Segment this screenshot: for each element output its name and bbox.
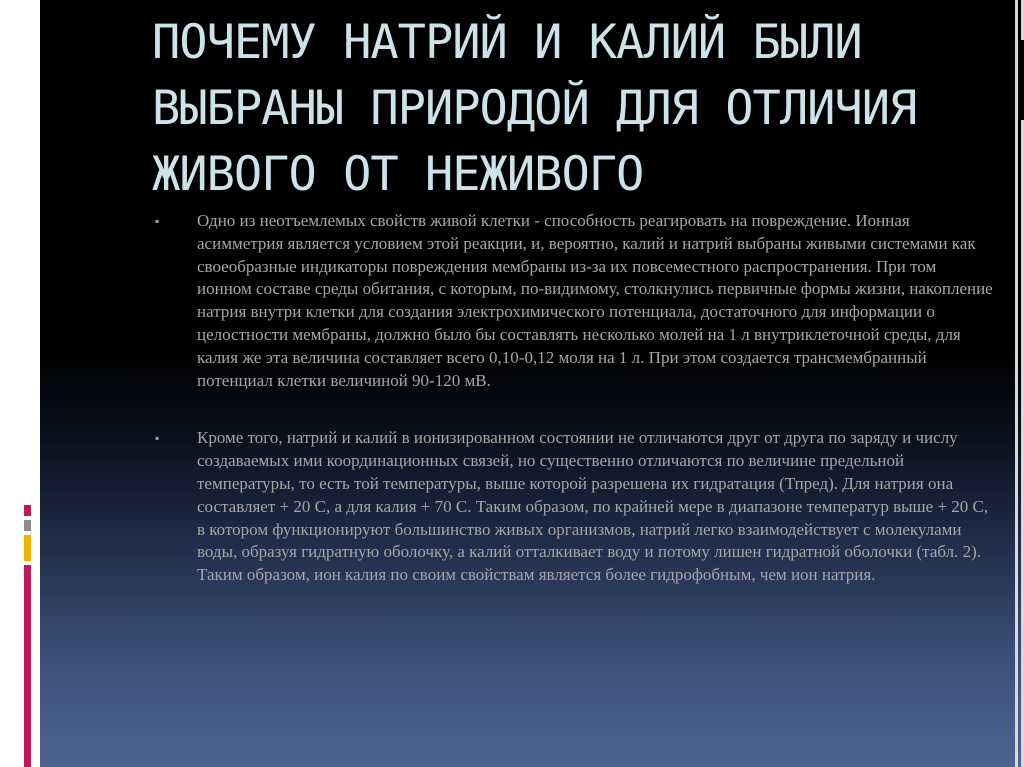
bullet-text: Одно из неотъемлемых свойств живой клетки - способность реагировать на повреждение. Ионная асимметрия является условием этой реакции, и, вероятно, калий и натрий выбраны живыми системами как своеобразные индикаторы повреждения мембраны из-за их повсеместного распространения. При том ионном составе среды обитания, с которым, по-видимому, столкнулись первичные формы жизни, накопление натрия внутри клетки для создания электрохимического потенциала, достаточного для информации о целостности мембраны, должно было бы составлять несколько молей на 1 л внутриклеточной среды, для калия же эта величина составляет всего 0,10-0,12 моля на 1 л. При этом создается трансмембранный потенциал клетки величиной 90-120 мВ. [197,211,993,390]
bullet-marker: ▪ [155,214,160,228]
left-accent-decoration [24,500,38,767]
bullet-marker: ▪ [155,431,160,446]
bullet-list [155,210,995,587]
slide [40,0,1024,767]
slide-title: ПОЧЕМУ НАТРИЙ И КАЛИЙ БЫЛИ ВЫБРАНЫ ПРИРОДОЙ ДЛЯ ОТЛИЧИЯ ЖИВОГО ОТ НЕЖИВОГО [152,15,917,202]
bullet-text: Кроме того, натрий и калий в ионизированном состоянии не отличаются друг от друга по заряду и числу создаваемых ими координационных связей, но существенно отличаются по величине предельной температуры, то есть той температуры, выше которой разрешена их гидратация (Тпред). Для натрия она составляет + 20 С, а для калия + 70 С. Таким образом, по крайней мере в диапазоне температур выше + 20 С, в котором функционируют большинство живых организмов, натрий легко взаимодействует с молекулами воды, образуя гидратную оболочку, а калий отталкивает воду и потому лишен гидратной оболочки (табл. 2). Таким образом, ион калия по своим свойствам является более гидрофобным, чем ион натрия. [197,428,989,585]
bullet-item [155,210,995,392]
top-right-stripes-decoration [1018,40,1024,120]
bullet-item [155,427,995,587]
